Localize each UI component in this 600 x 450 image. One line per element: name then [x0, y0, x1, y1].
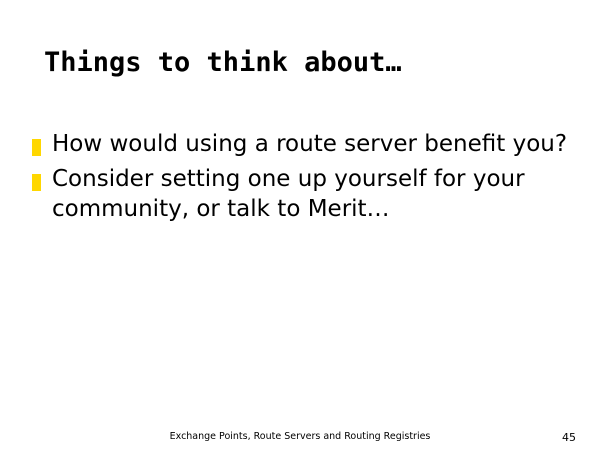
list-item: [32, 165, 568, 224]
list-item: [32, 130, 568, 159]
square-bullet-icon: [32, 174, 41, 191]
bullet-text: Consider setting one up yourself for your community, or talk to Merit…: [52, 166, 525, 222]
bullet-text: How would using a route server benefit you?: [52, 131, 568, 157]
footer-title: Exchange Points, Route Servers and Routing Registries: [169, 431, 431, 442]
bullet-list: [32, 130, 568, 230]
slide-title: Things to think about…: [44, 47, 402, 78]
square-bullet-icon: [32, 139, 41, 156]
slide-footer: [0, 431, 600, 449]
page-number: 45: [562, 431, 576, 444]
